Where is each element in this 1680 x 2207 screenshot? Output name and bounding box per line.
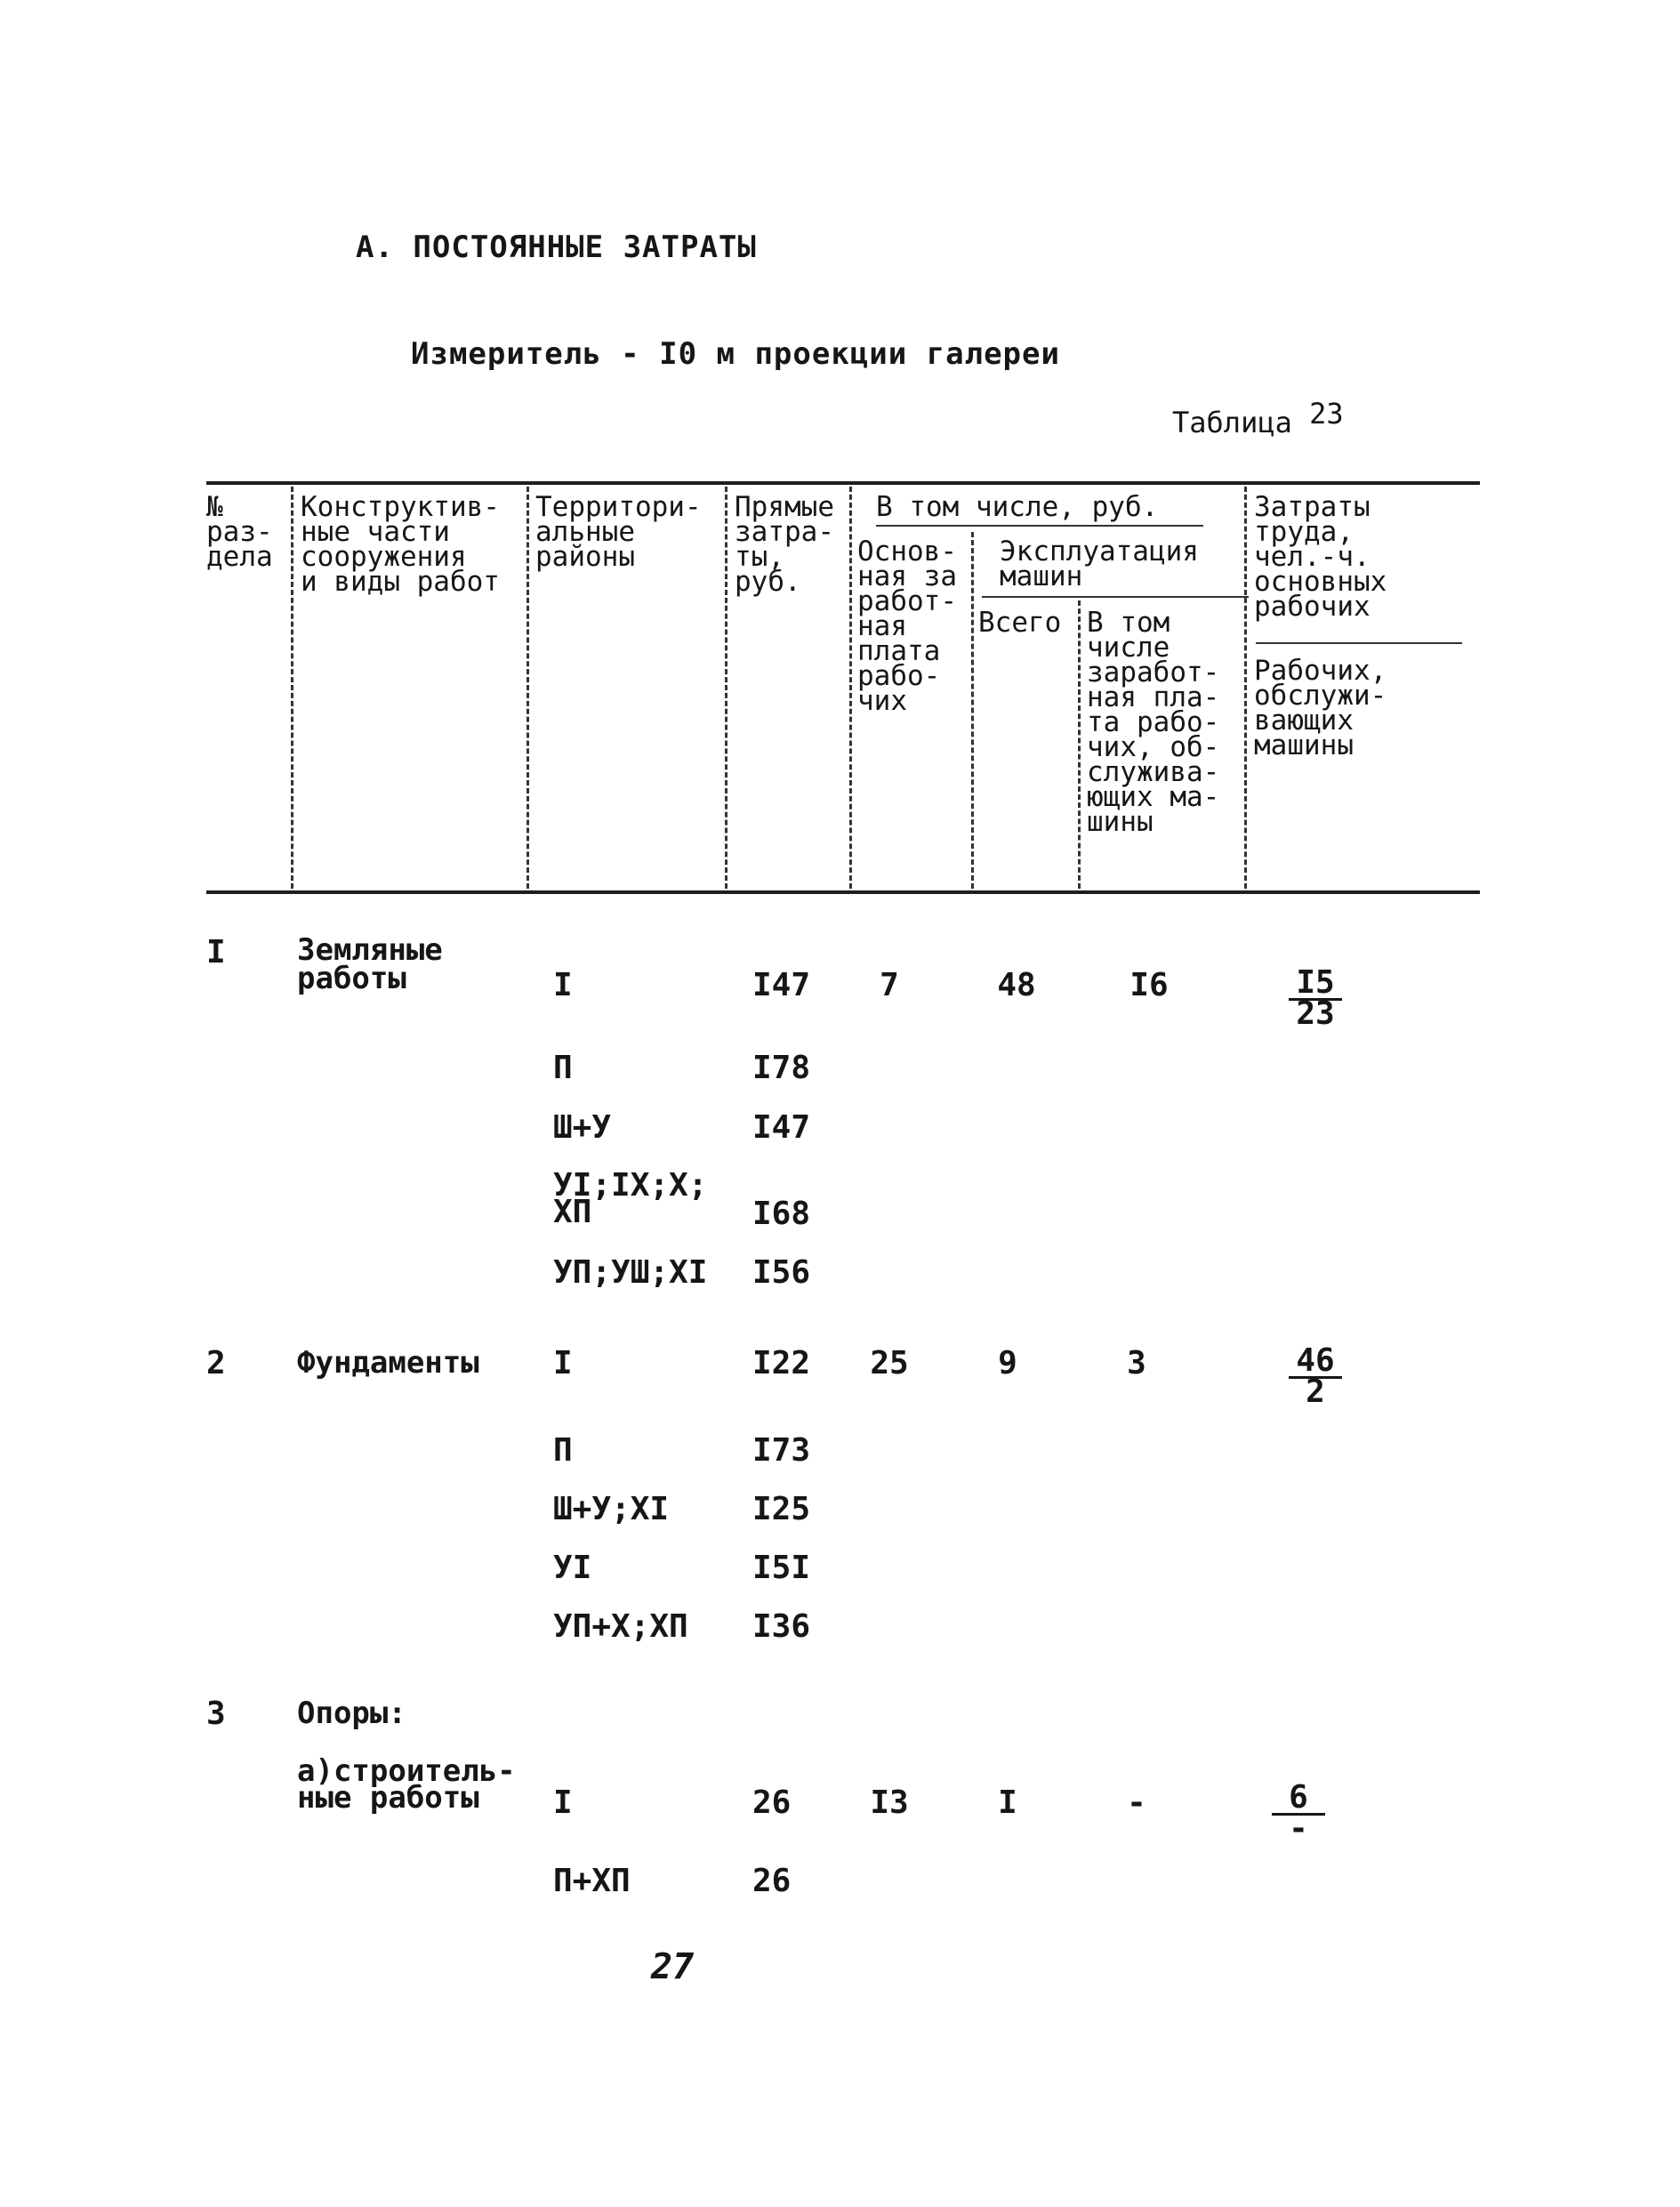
- header-parts: Конструктив- ные части сооружения и виды работ: [301, 491, 500, 598]
- col-divider-3: [725, 487, 727, 889]
- machines-wage-cell: 3: [1127, 1345, 1146, 1381]
- machines-total-cell: 48: [997, 967, 1036, 1003]
- direct-cost-cell: I68: [752, 1196, 811, 1232]
- region-cell: УI;IX;X; ХП: [553, 1167, 708, 1230]
- col-divider-6: [1078, 600, 1081, 889]
- direct-cost-cell: I56: [752, 1254, 811, 1291]
- machines-total-cell: I: [998, 1784, 1017, 1821]
- direct-cost-cell: I5I: [752, 1550, 811, 1586]
- labor-cell: [1289, 1342, 1342, 1410]
- col-divider-5: [971, 532, 974, 889]
- section-number: 3: [206, 1696, 226, 1732]
- header-machines: Эксплуатация машин: [1000, 536, 1199, 592]
- direct-cost-cell: 26: [752, 1784, 792, 1821]
- section-title: Земляные работы: [297, 932, 443, 996]
- direct-cost-cell: I22: [752, 1345, 811, 1381]
- col-divider-1: [291, 487, 293, 889]
- measure-unit: Измеритель - I0 м проекции галереи: [411, 336, 1060, 372]
- table-caption: [1172, 397, 1344, 439]
- table-header-bottom-rule: [206, 890, 1480, 894]
- region-cell: I: [553, 967, 573, 1003]
- labor-machines: 2: [1306, 1373, 1325, 1410]
- labor-main: 46: [1289, 1348, 1342, 1379]
- header-num: № раз- дела: [206, 491, 273, 573]
- header-regions: Территори- альные районы: [535, 491, 702, 573]
- direct-cost-cell: I78: [752, 1050, 811, 1086]
- direct-cost-cell: 26: [752, 1863, 792, 1899]
- machines-total-cell: 9: [998, 1345, 1017, 1381]
- labor-cell: [1289, 964, 1342, 1032]
- table-top-rule: [206, 481, 1480, 485]
- section-heading: А. ПОСТОЯННЫЕ ЗАТРАТЫ: [356, 230, 757, 265]
- wage-cell: 25: [870, 1345, 909, 1381]
- machines-wage-cell: I6: [1129, 967, 1169, 1003]
- machines-wage-cell: -: [1127, 1784, 1146, 1821]
- incl-underline: [876, 525, 1203, 527]
- labor-main: 6: [1272, 1784, 1325, 1816]
- region-cell: П+ХП: [553, 1863, 631, 1899]
- labor-machines: 23: [1296, 995, 1335, 1032]
- region-cell: I: [553, 1784, 573, 1821]
- wage-cell: I3: [870, 1784, 909, 1821]
- labor-machines: -: [1289, 1810, 1308, 1847]
- region-cell: Ш+У: [553, 1109, 612, 1146]
- header-direct: Прямые затра- ты, руб.: [735, 491, 834, 598]
- header-labor: Затраты труда, чел.-ч. основных рабочих: [1254, 491, 1387, 623]
- direct-cost-cell: I36: [752, 1608, 811, 1645]
- region-cell: УП+Х;ХП: [553, 1608, 688, 1645]
- region-cell: I: [553, 1345, 573, 1381]
- direct-cost-cell: I47: [752, 967, 811, 1003]
- region-cell: УI: [553, 1550, 592, 1586]
- labor-underline: [1256, 642, 1462, 644]
- col-divider-7: [1244, 487, 1247, 889]
- direct-cost-cell: I25: [752, 1491, 811, 1527]
- section-number: 2: [206, 1345, 226, 1381]
- header-labor-sub: Рабочих, обслужи- вающих машины: [1254, 655, 1387, 761]
- wage-cell: 7: [880, 967, 899, 1003]
- table-number: 23: [1309, 397, 1344, 431]
- section-title: Фундаменты: [297, 1345, 479, 1381]
- table-label: Таблица: [1172, 406, 1292, 439]
- region-cell: УП;УШ;ХI: [553, 1254, 708, 1291]
- machines-underline: [982, 596, 1249, 598]
- direct-cost-cell: I73: [752, 1432, 811, 1469]
- section-number: I: [206, 934, 226, 971]
- header-incl: В том числе, руб.: [876, 491, 1159, 523]
- region-cell: П: [553, 1432, 573, 1469]
- col-divider-4: [849, 487, 852, 889]
- col-divider-2: [527, 487, 529, 889]
- header-incl-wage: В том числе заработ- ная пла- та рабо- чих, об- служива- ющих ма- шины: [1087, 607, 1220, 838]
- header-total: Всего: [978, 607, 1062, 639]
- direct-cost-cell: I47: [752, 1109, 811, 1146]
- section-subtitle: а)строитель- ные работы: [297, 1753, 516, 1816]
- region-cell: П: [553, 1050, 573, 1086]
- region-cell: Ш+У;ХI: [553, 1491, 670, 1527]
- section-title: Опоры:: [297, 1696, 406, 1731]
- labor-cell: [1272, 1779, 1325, 1847]
- labor-main: I5: [1289, 970, 1342, 1001]
- header-wage: Основ- ная за работ- ная плата рабо- чих: [857, 536, 957, 717]
- page-number: 27: [651, 1946, 695, 1987]
